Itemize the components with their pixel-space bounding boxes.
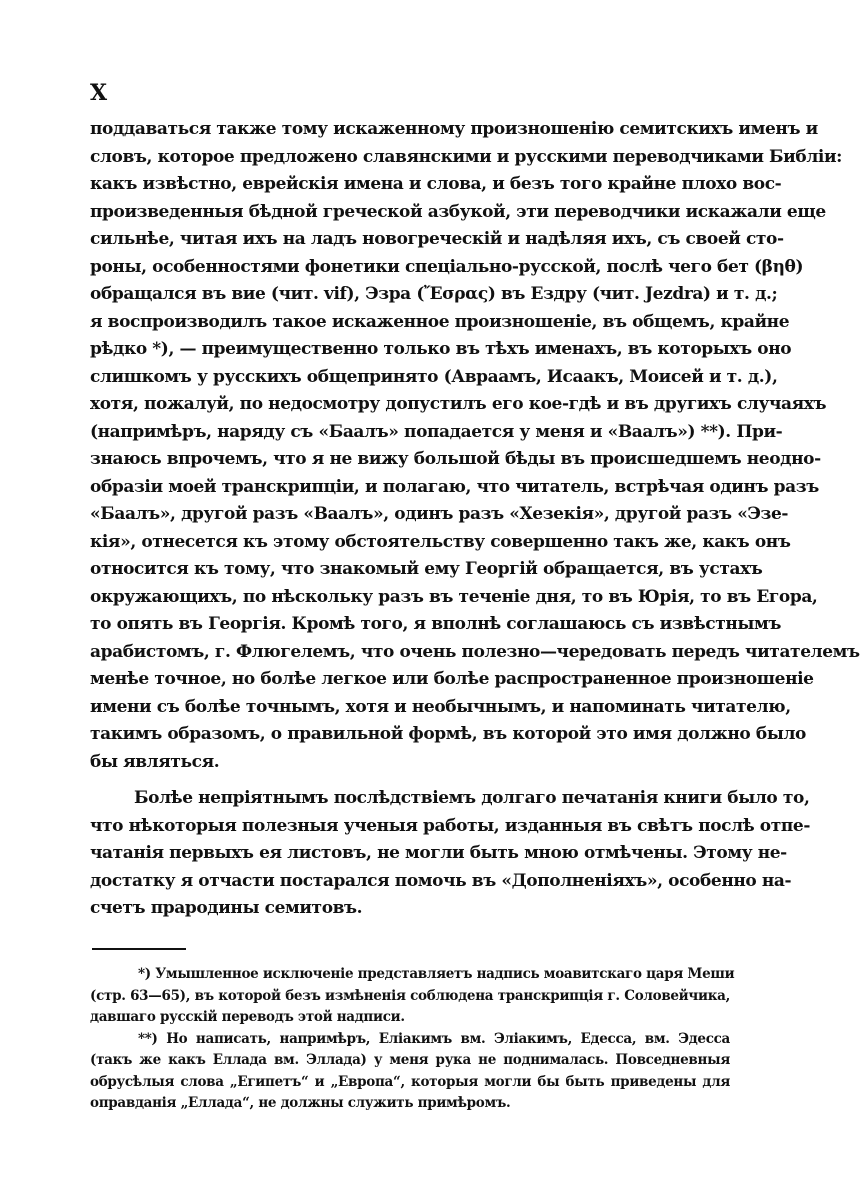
text-line: арабистомъ, г. Флюгелемъ, что очень полезно—чередовать передъ читателемъ: [90, 641, 860, 662]
text-line: (напримѣръ, наряду съ «Баалъ» попадается у меня и «Ваалъ») **). При-: [90, 421, 783, 442]
text-line: кія», отнесется къ этому обстоятельству совершенно такъ же, какъ онъ: [90, 531, 791, 552]
text-line: то опять въ Георгія. Кромѣ того, я вполнѣ соглашаюсь съ извѣстнымъ: [90, 614, 782, 634]
text-line: я воспроизводилъ такое искаженное произношеніе, въ общемъ, крайне: [90, 311, 790, 332]
text-line: окружающихъ, по нѣскольку разъ въ теченіе дня, то въ Юрія, то въ Егора,: [90, 586, 818, 607]
text-line: счетъ прародины семитовъ.: [90, 898, 363, 918]
footnotes: [90, 964, 735, 1115]
footnote-line: (такъ же какъ Еллада вм. Эллада) у меня рука не поднималась. Повседневныя: [90, 1052, 730, 1068]
main-text: [90, 116, 860, 923]
text-line: бы являться.: [90, 751, 220, 772]
text-line: какъ извѣстно, еврейскія имена и слова, и безъ того крайне плохо вос-: [90, 174, 782, 194]
text-line: «Баалъ», другой разъ «Ваалъ», одинъ разъ «Хезекія», другой разъ «Эзе-: [90, 504, 789, 524]
text-line: менѣе точное, но болѣе легкое или болѣе распространенное произношеніе: [90, 669, 814, 689]
footnote-line: давшаго русскій переводъ этой надписи.: [90, 1009, 405, 1025]
footnote-line: (стр. 63—65), въ которой безъ измѣненія соблюдена транскрипція г. Соловейчика,: [90, 987, 730, 1004]
footnote-line: обрусѣлыя слова „Египетъ“ и „Европа“, которыя могли бы быть приведены для: [90, 1073, 730, 1090]
text-line: достатку я отчасти постарался помочь въ «Дополненіяхъ», особенно на-: [90, 870, 792, 891]
text-line: хотя, пожалуй, по недосмотру допустилъ его кое-гдѣ и въ другихъ случаяхъ: [90, 394, 827, 414]
text-line: словъ, которое предложено славянскими и русскими переводчиками Библіи:: [90, 146, 843, 167]
text-line: сильнѣе, читая ихъ на ладъ новогреческій и надѣляя ихъ, съ своей сто-: [90, 229, 784, 249]
footnote-2: [90, 1029, 730, 1115]
footnote-line: **) Но написать, напримѣръ, Еліакимъ вм. Эліакимъ, Едесса, вм. Эдесса: [138, 1030, 730, 1047]
text-line: обращался въ вие (чит. vif), Эзра (Ἔσρας) въ Ездру (чит. Jezdra) и т. д.;: [90, 284, 778, 304]
text-line: поддаваться также тому искаженному произношенію семитскихъ именъ и: [90, 119, 818, 139]
text-line: что нѣкоторыя полезныя ученыя работы, изданныя въ свѣтъ послѣ отпе-: [90, 815, 810, 836]
footnote-rule: [92, 948, 186, 950]
text-line: слишкомъ у русскихъ общепринято (Авраамъ, Исаакъ, Моисей и т. д.),: [90, 366, 778, 387]
page-number: X: [90, 80, 108, 106]
text-line: рѣдко *), — преимущественно только въ тѣхъ именахъ, въ которыхъ оно: [90, 339, 792, 359]
text-line: знаюсь впрочемъ, что я не вижу большой бѣды въ происшедшемъ неодно-: [90, 449, 821, 469]
text-line: имени съ болѣе точнымъ, хотя и необычнымъ, и напоминать читателю,: [90, 696, 791, 717]
paragraph-gap: [90, 776, 730, 785]
footnote-1: [90, 964, 735, 1029]
text-line: образіи моей транскрипціи, и полагаю, что читатель, встрѣчая одинъ разъ: [90, 476, 819, 497]
footnote-line: оправданія „Еллада“, не должны служить примѣромъ.: [90, 1095, 511, 1111]
text-line: роны, особенностями фонетики спеціально-русской, послѣ чего бет (βηθ): [90, 256, 804, 277]
footnote-line: *) Умышленное исключеніе представляетъ надпись моавитскаго царя Меши: [138, 966, 735, 982]
text-line: произведенныя бѣдной греческой азбукой, эти переводчики искажали еще: [90, 201, 826, 222]
text-line: чатанія первыхъ ея листовъ, не могли быть мною отмѣчены. Этому не-: [90, 843, 787, 863]
text-line: относится къ тому, что знакомый ему Георгій обращается, въ устахъ: [90, 559, 763, 579]
paragraph-1: [90, 116, 860, 776]
text-line: Болѣе непріятнымъ послѣдствіемъ долгаго печатанія книги было то,: [134, 788, 810, 808]
text-line: такимъ образомъ, о правильной формѣ, въ которой это имя должно было: [90, 724, 806, 744]
paragraph-2: [90, 785, 810, 923]
